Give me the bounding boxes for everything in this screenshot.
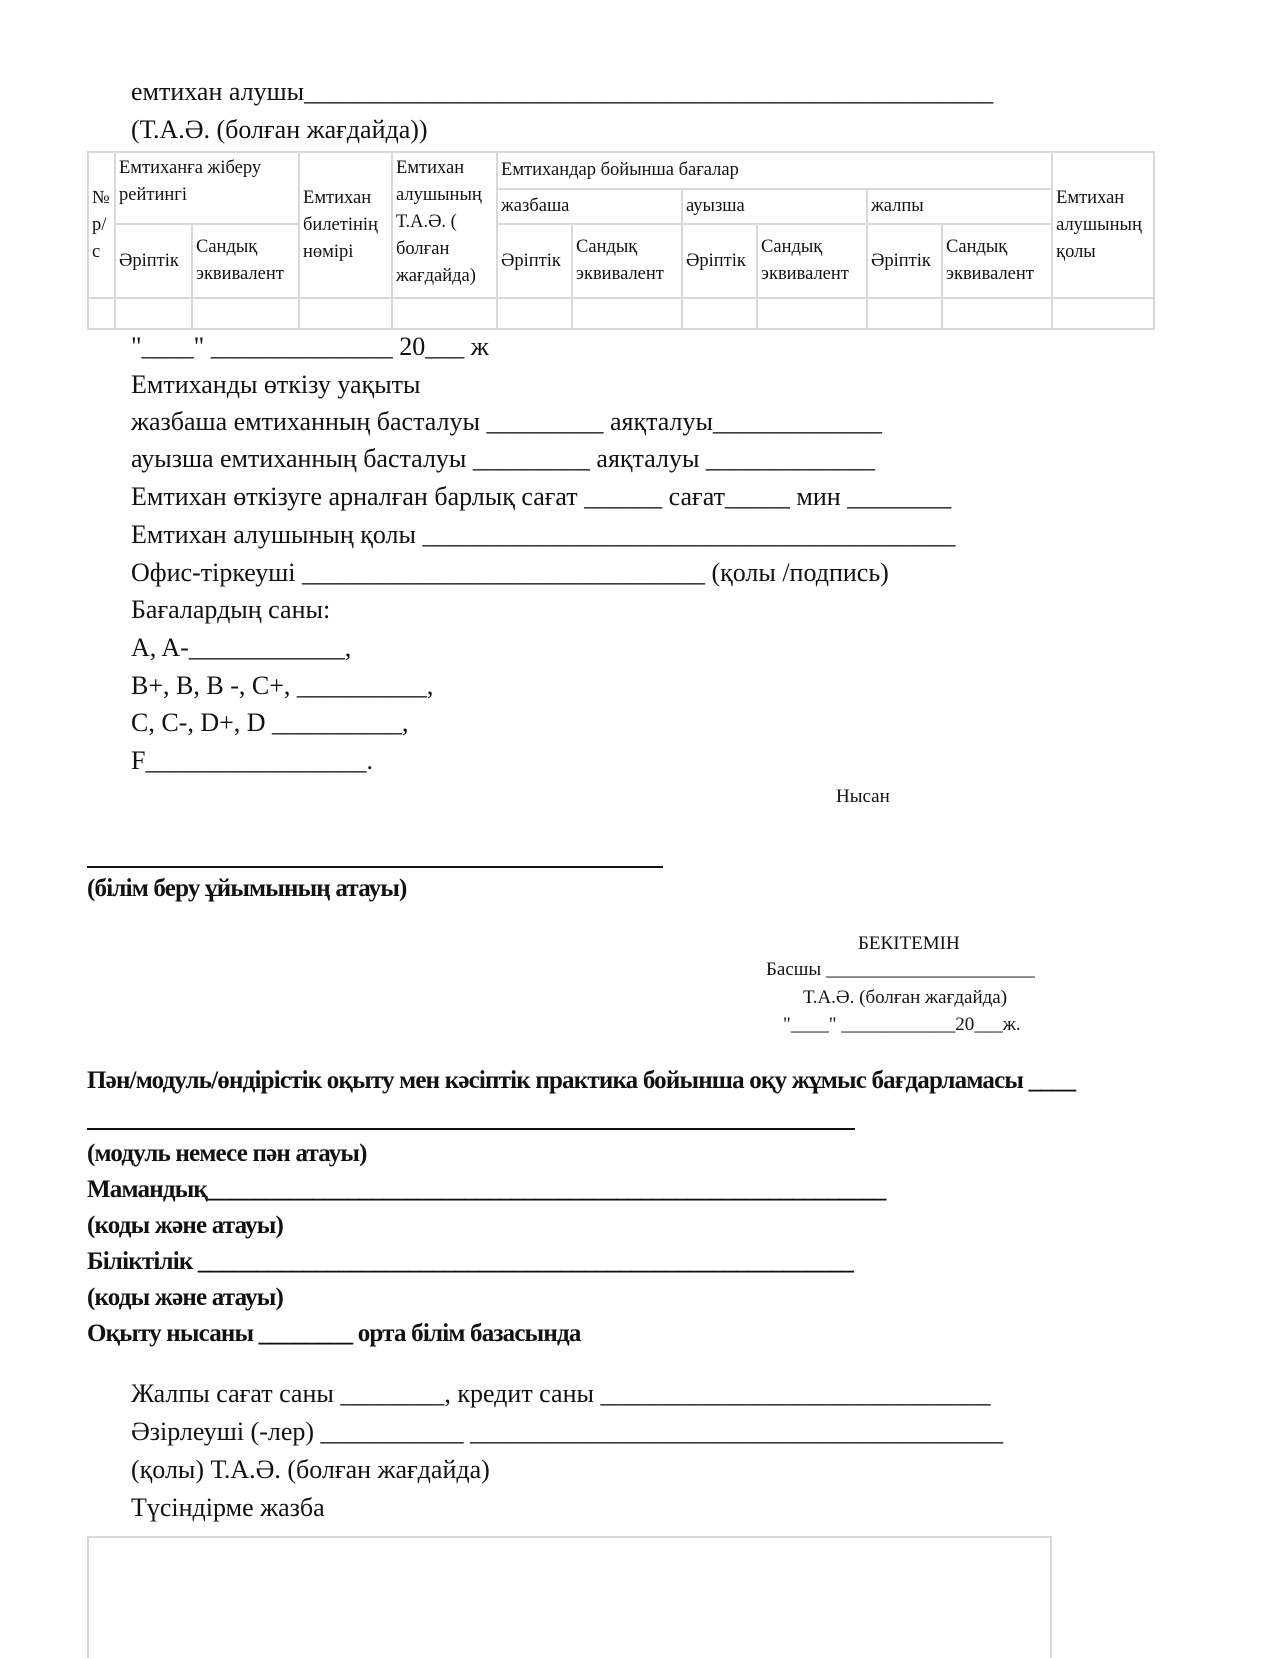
grade-table — [87, 151, 1155, 330]
table-cell[interactable] — [299, 298, 392, 329]
header-total-letter: Әріптік — [867, 224, 942, 298]
table-cell[interactable] — [682, 298, 757, 329]
header-examinee-name: Емтихан алушының Т.А.Ә. ( болған жағдайда) — [392, 152, 497, 298]
header-admission-rating: Емтиханға жіберу рейтингі — [115, 152, 299, 224]
grade-a-line: A, A-____________, — [131, 633, 352, 662]
specialty-caption: (коды және атауы) — [87, 1212, 283, 1239]
header-oral-letter: Әріптік — [682, 224, 757, 298]
header-admission-letter: Әріптік — [115, 224, 192, 298]
table-cell[interactable] — [88, 298, 115, 329]
header-written: жазбаша — [497, 189, 682, 224]
organization-name-rule — [87, 866, 663, 868]
table-cell[interactable] — [942, 298, 1052, 329]
module-caption: (модуль немесе пән атауы) — [87, 1140, 367, 1167]
developers-caption: (қолы) Т.А.Ә. (болған жағдайда) — [131, 1455, 490, 1484]
written-exam-line: жазбаша емтиханның басталуы _________ аяқталуы_____________ — [131, 407, 883, 436]
header-grades: Емтихандар бойынша бағалар — [497, 152, 1052, 189]
grade-f-line: F_________________. — [131, 746, 373, 775]
table-cell[interactable] — [572, 298, 682, 329]
approval-name-caption: Т.А.Ә. (болған жағдайда) — [803, 987, 1008, 1008]
grade-b-line: B+, B, B -, C+, __________, — [131, 671, 434, 700]
date-line: "____" ______________ 20___ ж — [131, 332, 489, 361]
module-name-rule — [87, 1128, 855, 1130]
specialty-line: Мамандық__________________________________________________________ — [87, 1176, 886, 1203]
grades-count-title: Бағалардың саны: — [131, 595, 331, 624]
table-cell[interactable] — [115, 298, 192, 329]
explanatory-note-title: Түсіндірме жазба — [131, 1493, 325, 1522]
header-oral: ауызша — [682, 189, 867, 224]
approval-head-line: Басшы ______________________ — [766, 959, 1035, 980]
qualification-line: Біліктілік ________________________________________________________ — [87, 1248, 854, 1275]
table-cell[interactable] — [1052, 298, 1154, 329]
explanatory-note-box — [87, 1536, 1052, 1658]
grade-c-line: C, C-, D+, D __________, — [131, 708, 409, 737]
header-written-numeric: Сандық эквивалент — [572, 224, 682, 298]
examiner-signature-line: Емтихан алушының қолы _________________________________________ — [131, 520, 956, 549]
header-oral-numeric: Сандық эквивалент — [757, 224, 867, 298]
study-form-line: Оқыту нысаны ________ орта білім базасында — [87, 1320, 581, 1347]
header-total: жалпы — [867, 189, 1052, 224]
program-title-line: Пән/модуль/өндірістік оқыту мен кәсіптік практика бойынша оқу жұмыс бағдарламасы ____ — [87, 1067, 1076, 1094]
approval-date-line: "____" ____________20___ж. — [783, 1014, 1021, 1035]
oral-exam-line: ауызша емтиханның басталуы _________ аяқталуы _____________ — [131, 444, 875, 473]
header-ticket-number: Емтихан билетінің нөмірі — [299, 152, 392, 298]
header-written-letter: Әріптік — [497, 224, 572, 298]
table-row — [88, 298, 1154, 329]
qualification-caption: (коды және атауы) — [87, 1284, 283, 1311]
header-signature: Емтихан алушының қолы — [1052, 152, 1154, 298]
table-cell[interactable] — [392, 298, 497, 329]
table-cell[interactable] — [867, 298, 942, 329]
header-total-numeric: Сандық эквивалент — [942, 224, 1052, 298]
table-cell[interactable] — [497, 298, 572, 329]
table-cell[interactable] — [192, 298, 299, 329]
header-admission-numeric: Сандық эквивалент — [192, 224, 299, 298]
developers-line: Әзірлеуші (-лер) ___________ _________________________________________ — [131, 1417, 1004, 1446]
exam-time-title: Емтиханды өткізу уақыты — [131, 370, 421, 399]
hours-credits-line: Жалпы сағат саны ________, кредит саны ______________________________ — [131, 1379, 991, 1408]
approval-title: БЕКІТЕМІН — [858, 933, 960, 954]
registrar-line: Офис-тіркеуші _______________________________ (қолы /подпись) — [131, 558, 889, 587]
exam-hours-line: Емтихан өткізуге арналған барлық сағат ______ сағат_____ мин ________ — [131, 482, 952, 511]
examiner-caption: (Т.А.Ә. (болған жағдайда)) — [131, 115, 428, 144]
table-cell[interactable] — [757, 298, 867, 329]
organization-caption: (білім беру ұйымының атауы) — [87, 875, 407, 902]
form-label: Нысан — [836, 786, 890, 807]
header-number: № р/с — [88, 152, 115, 298]
examiner-line: емтихан алушы_____________________________________________________ — [131, 77, 994, 106]
